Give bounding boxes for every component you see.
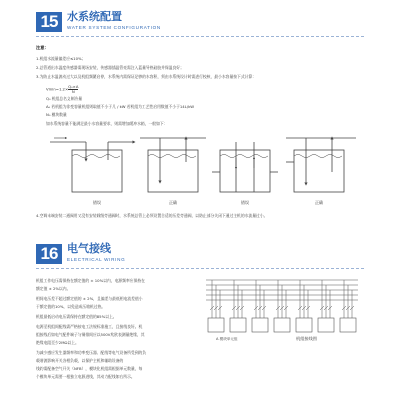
section-title: 水系统配置 (67, 10, 122, 23)
tank-diagram-wrong-2 (212, 142, 278, 192)
tank-diagram-right-2 (286, 138, 356, 192)
tank-diagram-wrong-1 (50, 138, 134, 192)
variable-n: N₀ 模块数量 (46, 112, 67, 117)
tank-label-right-1: 正确 (169, 200, 177, 205)
breaker-branches (212, 280, 352, 318)
note-2: 2.总管道出水温度传感器需现场安装，传感器插温管亮需注入蓝量导热硅胶并保温良好； (36, 65, 184, 70)
tank-diagram-right-1 (140, 138, 206, 192)
wiring-paragraph-5b: 载谐波影响开关各相负载，以保护主机和辅助设备的 (36, 358, 124, 363)
formula-lhs: Vmin=1.2× (46, 86, 69, 92)
wiring-paragraph-3: 机组最低启动电压需保持在额定值的85%以上。 (36, 314, 117, 319)
note-1: 1.机组水流量偏差应≤10%； (36, 56, 86, 61)
formula-denominator: N (71, 89, 75, 94)
section-divider (36, 36, 364, 37)
diagram-legend: A 模块单元组 (216, 337, 238, 341)
formula (46, 85, 78, 94)
notes-heading: 注意： (36, 45, 49, 50)
buffer-tank-diagrams (36, 132, 366, 208)
wiring-paragraph-5d: 个模块单元需要一根独立电源进线，其动力配线如右所示。 (36, 374, 135, 379)
wiring-paragraph-4: 电源至机组间配线需严格按电工法规标准施工，且接线良好。机 (36, 324, 143, 329)
wiring-paragraph-2b: 于额定值的10%，以免造成压缩机过热。 (36, 304, 106, 309)
section-title: 电气接线 (67, 242, 111, 255)
wiring-paragraph-1b: 额定值 ± 2%以内。 (36, 286, 71, 291)
variable-a: A₀ 若机组为非变容量机组则取值不小于几 / kW 若机组为工艺性启用数值不小于14L/kW (46, 104, 195, 109)
wiring-paragraph-1: 机组工作电压需保持在额定值的 ± 10%以内，电源频率应保持在 (36, 278, 145, 283)
wiring-paragraph-2: 相间电压差不超过额定值的 ± 2%，且偏差与最低相电流差值小 (36, 296, 143, 301)
wiring-paragraph-4c: 绝缘电阻至少2MΩ以上。 (36, 340, 79, 345)
module-unit-boxes (208, 318, 356, 332)
wiring-paragraph-5: 为减少感应发生器频率和功率变压器、配线等电气设备所受到的负 (36, 350, 147, 355)
wiring-diagram (200, 274, 366, 364)
note-3: 3.为防止水温波动过大以及机组频繁启停，水系统内需保证足够的水容积，须由水系统设计时需进行校核，最小水容量按下式计算： (36, 74, 257, 79)
section-subtitle: WATER SYSTEM CONFIGURATION (67, 25, 161, 30)
variable-q: Q₀ 机组总名义制冷量 (46, 96, 83, 101)
formula-numerator: Q₀×A (68, 84, 79, 89)
wiring-paragraph-5c: 线约需配备空气开关（NFB），模块化机组需根据单元数量，每 (36, 366, 143, 371)
diagram-caption: 机组接线图 (296, 336, 317, 341)
tank-label-right-2: 正确 (315, 200, 323, 205)
tank-label-wrong-1: 错误 (93, 200, 101, 205)
section-number-badge: 16 (36, 244, 62, 264)
section-number-badge: 15 (36, 12, 62, 32)
wiring-paragraph-4b: 组接线后如电气配件端子与铜排间应以500V兆欧表测量绝缘，其 (36, 332, 145, 337)
note-4: 4.空调末端安装二通阀用又没有安装载级旁通阀时，水系统总管上必须设置合适的压差旁通阀，以防止部分关闭下通过主机的水流量过小。 (36, 213, 268, 218)
tank-label-wrong-2: 错误 (241, 200, 249, 205)
section-subtitle: ELECTRICAL WIRING (67, 257, 126, 262)
note-3-tail: 如水系统容量不能满足最小水容量要求，则需增加缓冲水箱，一般如下： (46, 121, 168, 126)
section-divider (36, 268, 364, 269)
formula-fraction (68, 85, 78, 94)
